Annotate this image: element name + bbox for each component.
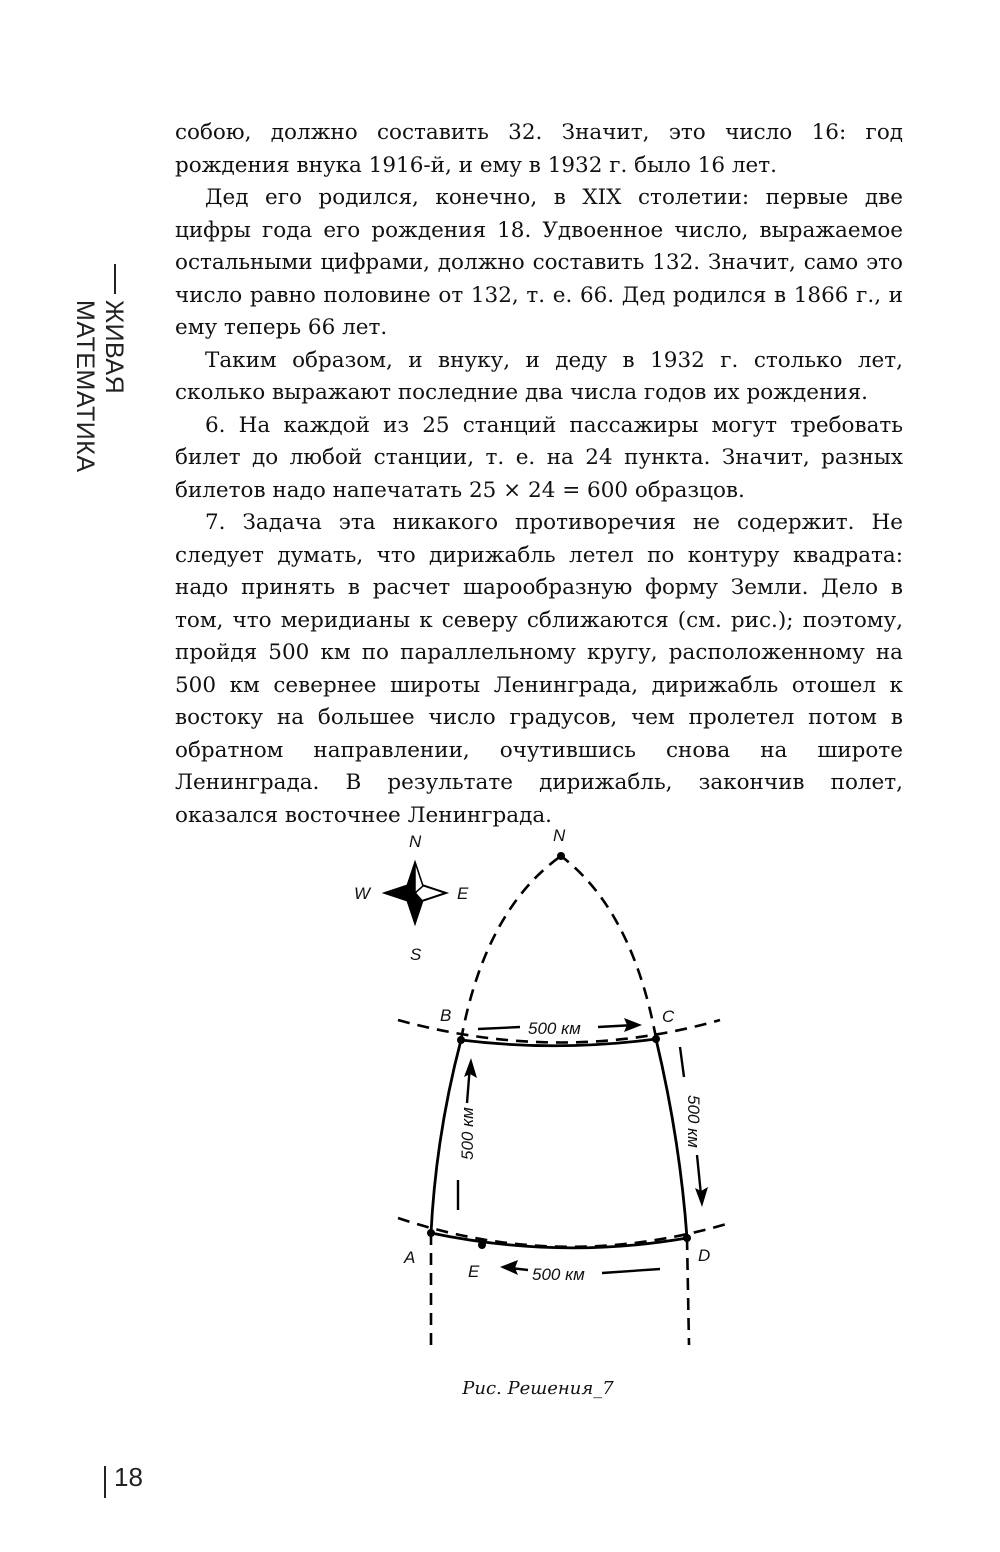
dist-right-label: 500 км <box>684 1095 703 1148</box>
page-number: 18 <box>114 1462 143 1492</box>
body-text <box>175 117 903 832</box>
point-d <box>683 1234 691 1242</box>
arrow-bottom-tail <box>602 1269 660 1273</box>
paragraph-3: Таким образом, и внуку, и деду в 1932 г. столько лет, сколько выражают последние два числа годов их рождения. <box>175 347 903 405</box>
running-head: ЖИВАЯ МАТЕМАТИКА <box>71 300 128 473</box>
paragraph-5: 7. Задача эта никакого противоречия не содержит. Не следует думать, что дирижабль летел по контуру квадрата: надо принять в расчет шарообразную форму Земли. Дело в том, что меридианы к северу сближаются (см. рис.); поэтому, пройдя 500 км по параллельному кругу, расположенному на 500 км севернее широты Ленинграда, дирижабль отошел к востоку на большее число градусов, чем пролетел потом в обратном направлении, очутившись снова на широте Ленинграда. В результате дирижабль, закончив полет, оказался восточнее Ленинграда. <box>175 510 903 828</box>
point-a-label: A <box>404 1248 416 1267</box>
right-meridian-lower <box>687 1238 689 1345</box>
compass-s-label: S <box>410 945 422 964</box>
running-head-rule <box>114 264 116 294</box>
south-parallel <box>398 1218 730 1247</box>
folio-rule <box>104 1466 106 1498</box>
point-b <box>457 1036 465 1044</box>
point-e <box>478 1241 486 1249</box>
arrow-right-shaft <box>697 1155 701 1195</box>
left-meridian-upper <box>461 856 561 1040</box>
meridian-diagram <box>340 815 760 1355</box>
arrow-top-tail <box>478 1027 520 1029</box>
compass-rose-icon <box>384 862 446 924</box>
compass-e-label: E <box>457 884 469 903</box>
point-b-label: B <box>440 1006 452 1025</box>
dist-left-label: 500 км <box>458 1107 477 1160</box>
figure-caption: Рис. Решения_7 <box>462 1378 614 1399</box>
paragraph-4: 6. На каждой из 25 станций пассажиры могут требовать билет до любой станции, т. е. на 24 пункта. Значит, разных билетов надо напечатать 25 × 24 = 600 образцов. <box>175 412 903 503</box>
point-d-label: D <box>698 1246 711 1265</box>
point-c-label: C <box>662 1007 675 1026</box>
right-meridian-upper <box>561 856 656 1038</box>
pole-n-label: N <box>553 826 566 845</box>
compass-w-label: W <box>354 884 371 903</box>
arrow-left-head-icon <box>464 1058 477 1078</box>
arrow-right-tail <box>680 1047 684 1077</box>
point-e-label: E <box>468 1262 480 1281</box>
paragraph-2: Дед его родился, конечно, в XIX столетии: первые две цифры года его рождения 18. Удвоенное число, выражаемое остальными цифрами, должно составить 132. Значит, само это число равно половине от 132, т. е. 66. Дед родился в 1866 г., и ему теперь 66 лет. <box>175 185 903 340</box>
point-a <box>427 1229 435 1237</box>
route-ab <box>431 1040 461 1233</box>
dist-bottom-label: 500 км <box>532 1265 585 1284</box>
point-c <box>652 1035 660 1043</box>
dist-top-label: 500 км <box>528 1019 581 1038</box>
compass-n-label: N <box>409 832 422 851</box>
paragraph-1: собою, должно составить 32. Значит, это число 16: год рождения внука 1916-й, и ему в 1932 г. было 16 лет. <box>175 120 903 178</box>
